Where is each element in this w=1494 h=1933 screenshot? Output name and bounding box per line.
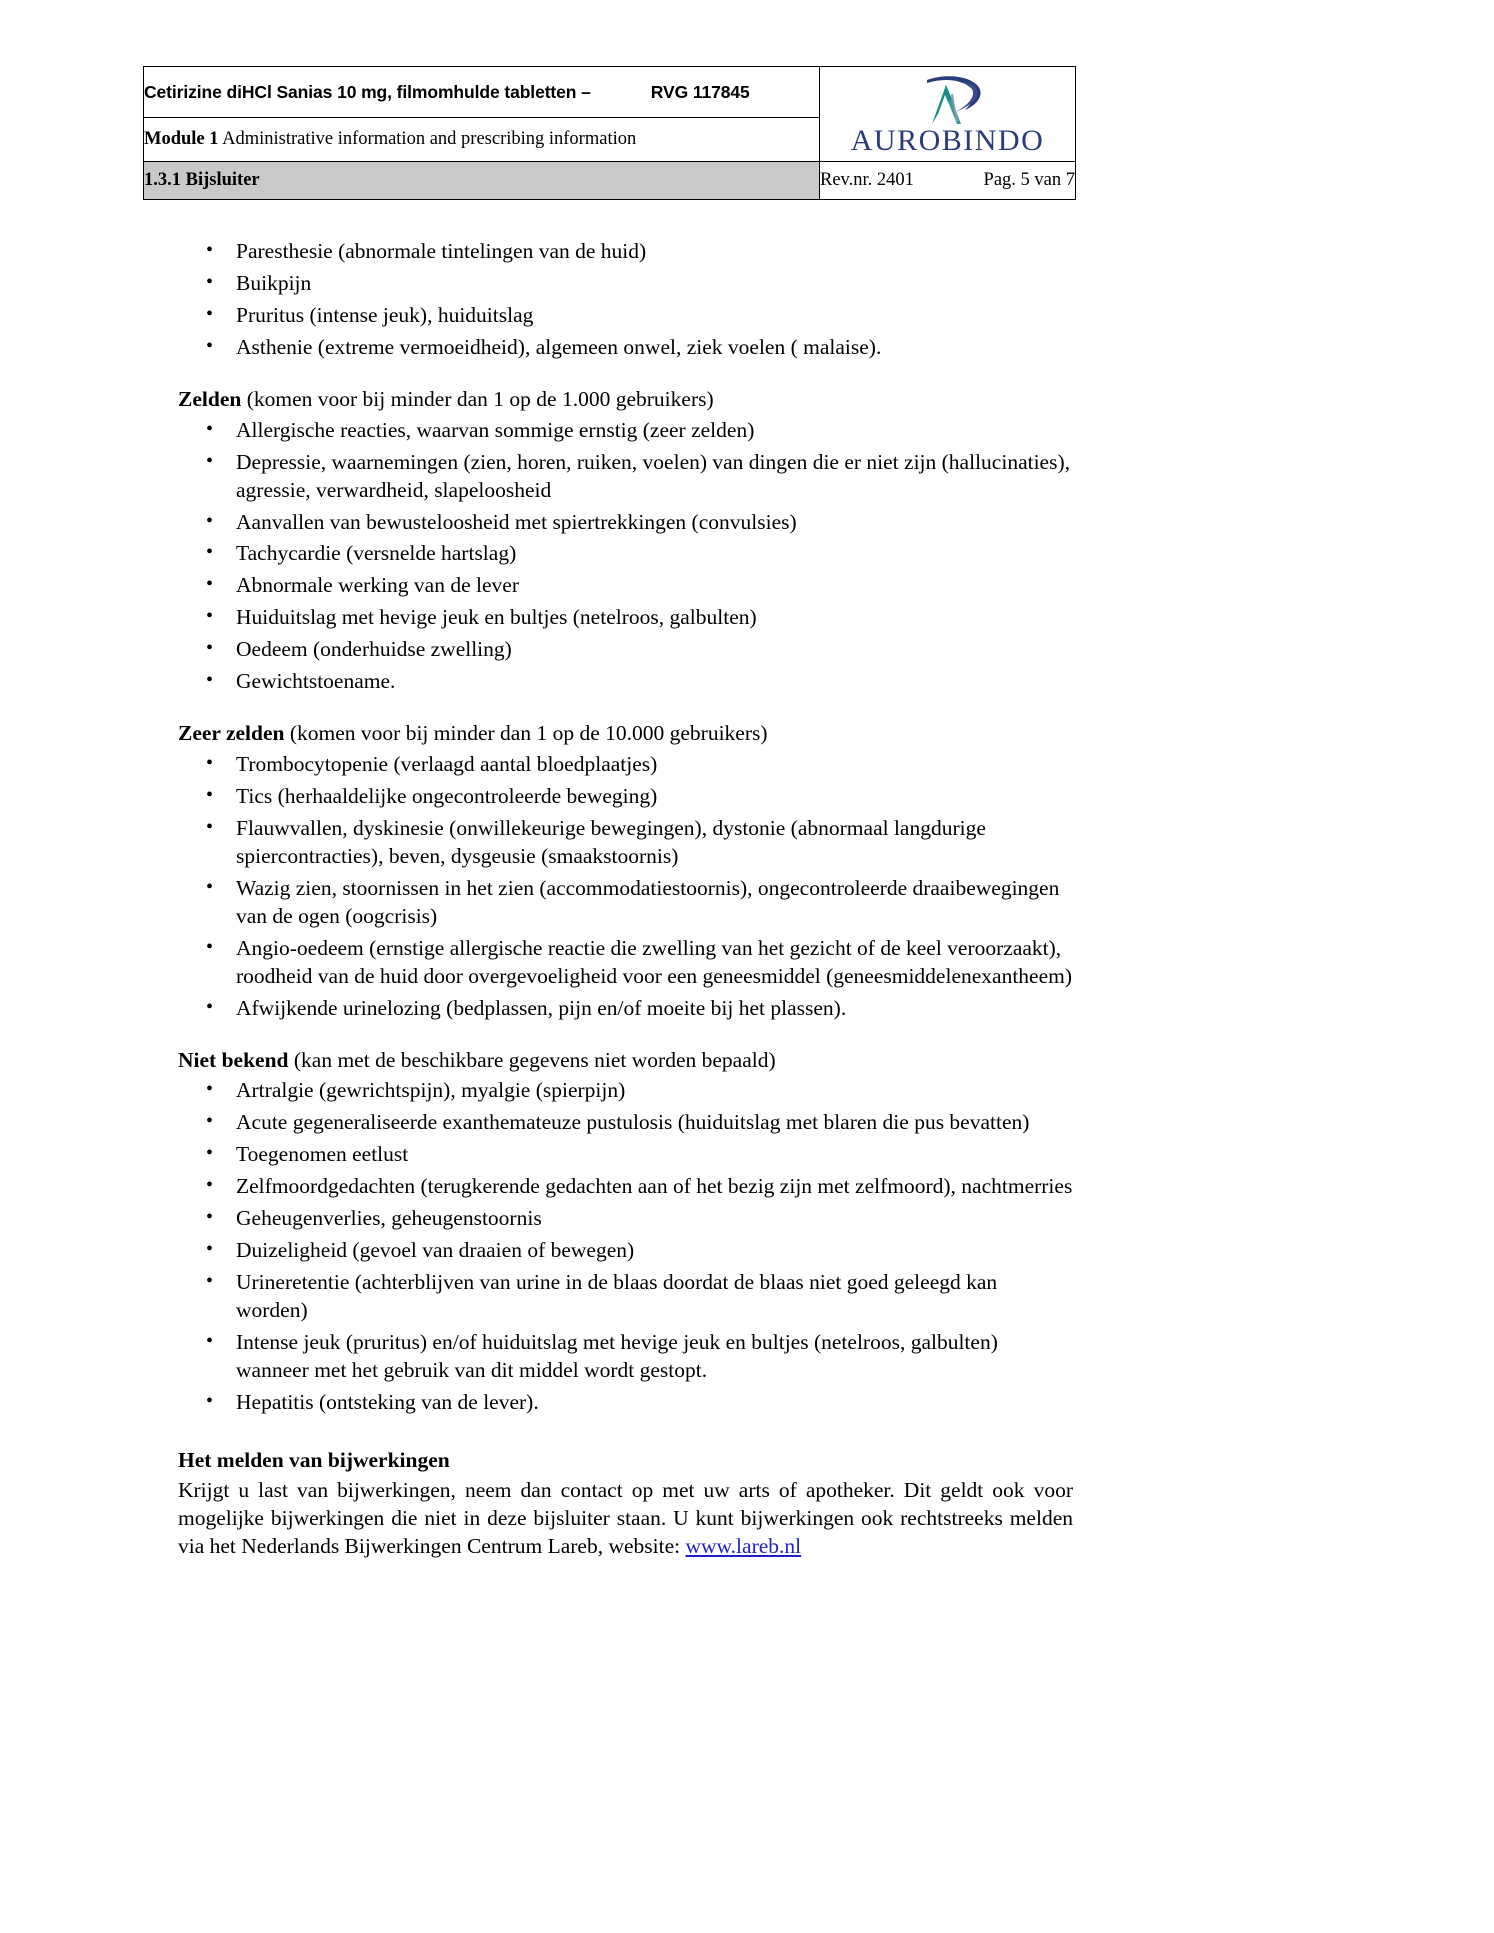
- frequency-name: Zeer zelden: [178, 721, 285, 746]
- list-item: • Trombocytopenie (verlaagd aantal bloedplaatjes): [178, 751, 1073, 779]
- list-item: • Aanvallen van bewusteloosheid met spiertrekkingen (convulsies): [178, 509, 1073, 537]
- list-item: • Depressie, waarnemingen (zien, horen, ruiken, voelen) van dingen die er niet zijn (hallucinaties), agressie, verwardheid, slapeloosheid: [178, 449, 1073, 505]
- lareb-website-link[interactable]: www.lareb.nl: [685, 1533, 802, 1558]
- list-item: • Wazig zien, stoornissen in het zien (accommodatiestoornis), ongecontroleerde draaibewegingen van de ogen (oogcrisis): [178, 875, 1073, 931]
- list-item: • Urineretentie (achterblijven van urine in de blaas doordat de blaas niet goed geleegd kan worden): [178, 1269, 1073, 1325]
- list-item: • Duizeligheid (gevoel van draaien of bewegen): [178, 1237, 1073, 1265]
- aurobindo-swoosh-icon: [905, 72, 991, 128]
- module-label: Module 1: [144, 129, 219, 149]
- top-bullet-list: [178, 238, 1073, 362]
- list-item: • Flauwvallen, dyskinesie (onwillekeurige bewegingen), dystonie (abnormaal langdurige spiercontracties), beven, dysgeusie (smaakstoornis): [178, 815, 1073, 871]
- document-header-table: [143, 66, 1076, 200]
- frequency-qualifier: (komen voor bij minder dan 1 op de 1.000 gebruikers): [241, 386, 714, 411]
- aurobindo-logo: [820, 72, 1075, 156]
- document-body: [178, 238, 1073, 1561]
- rvg-number: RVG 117845: [650, 81, 750, 102]
- module-description: Administrative information and prescribing information: [218, 129, 637, 149]
- list-item: • Oedeem (onderhuidse zwelling): [178, 636, 1073, 664]
- module-cell: [144, 118, 820, 162]
- frequency-heading-zelden: [178, 386, 1073, 414]
- reporting-text: Krijgt u last van bijwerkingen, neem dan contact op met uw arts of apotheker. Dit geldt ook voor mogelijke bijwerkingen die niet in deze bijsluiter staan. U kunt bijwerkingen ook rechtstreeks melden via het Nederlands Bijwerkingen Centrum Lareb, website:: [178, 1477, 1073, 1558]
- bullet-list-niet-bekend: [178, 1077, 1073, 1416]
- aurobindo-wordmark: AUROBINDO: [850, 124, 1045, 157]
- reporting-paragraph: [178, 1477, 1073, 1561]
- list-item: • Huiduitslag met hevige jeuk en bultjes (netelroos, galbulten): [178, 604, 1073, 632]
- list-item: • Tics (herhaaldelijke ongecontroleerde beweging): [178, 783, 1073, 811]
- list-item: • Acute gegeneraliseerde exanthemateuze pustulosis (huiduitslag met blaren die pus bevatten): [178, 1109, 1073, 1137]
- header-row-product: [144, 67, 1076, 118]
- list-item: • Afwijkende urinelozing (bedplassen, pijn en/of moeite bij het plassen).: [178, 995, 1073, 1023]
- module-line: [144, 129, 819, 150]
- revision-page-cell: [820, 162, 1076, 200]
- list-item: • Pruritus (intense jeuk), huiduitslag: [178, 302, 1073, 330]
- frequency-name: Zelden: [178, 386, 242, 411]
- list-item: • Intense jeuk (pruritus) en/of huiduitslag met hevige jeuk en bultjes (netelroos, galbulten) wanneer met het gebruik van dit middel wordt gestopt.: [178, 1329, 1073, 1385]
- list-item: • Angio-oedeem (ernstige allergische reactie die zwelling van het gezicht of de keel veroorzaakt), roodheid van de huid door overgevoeligheid voor een geneesmiddel (geneesmiddelenexantheem): [178, 935, 1073, 991]
- frequency-heading-zeer-zelden: [178, 720, 1073, 748]
- list-item: • Buikpijn: [178, 270, 1073, 298]
- list-item: • Abnormale werking van de lever: [178, 572, 1073, 600]
- product-title-cell: [144, 67, 820, 118]
- page-indicator: Pag. 5 van 7: [983, 170, 1075, 190]
- reporting-heading: Het melden van bijwerkingen: [178, 1447, 450, 1472]
- list-item: • Asthenie (extreme vermoeidheid), algemeen onwel, ziek voelen ( malaise).: [178, 334, 1073, 362]
- list-item: • Paresthesie (abnormale tintelingen van de huid): [178, 238, 1073, 266]
- list-item: • Toegenomen eetlust: [178, 1141, 1073, 1169]
- list-item: • Hepatitis (ontsteking van de lever).: [178, 1389, 1073, 1417]
- frequency-heading-niet-bekend: [178, 1047, 1073, 1075]
- product-title-line: [144, 82, 819, 103]
- list-item: • Artralgie (gewrichtspijn), myalgie (spierpijn): [178, 1077, 1073, 1105]
- list-item: • Allergische reacties, waarvan sommige ernstig (zeer zelden): [178, 417, 1073, 445]
- frequency-qualifier: (kan met de beschikbare gegevens niet worden bepaald): [288, 1047, 776, 1072]
- revision-number: Rev.nr. 2401: [820, 170, 914, 190]
- list-item: • Tachycardie (versnelde hartslag): [178, 540, 1073, 568]
- bullet-list-zelden: [178, 417, 1073, 696]
- logo-cell: [820, 67, 1076, 162]
- bullet-list-zeer-zelden: [178, 751, 1073, 1022]
- list-item: • Geheugenverlies, geheugenstoornis: [178, 1205, 1073, 1233]
- list-item: • Gewichtstoename.: [178, 668, 1073, 696]
- header-row-section: [144, 162, 1076, 200]
- product-title: Cetirizine diHCl Sanias 10 mg, filmomhulde tabletten –: [144, 81, 591, 102]
- frequency-qualifier: (komen voor bij minder dan 1 op de 10.000 gebruikers): [284, 721, 768, 746]
- list-item: • Zelfmoordgedachten (terugkerende gedachten aan of het bezig zijn met zelfmoord), nachtmerries: [178, 1173, 1073, 1201]
- section-number-title: 1.3.1 Bijsluiter: [144, 162, 820, 200]
- frequency-name: Niet bekend: [178, 1047, 289, 1072]
